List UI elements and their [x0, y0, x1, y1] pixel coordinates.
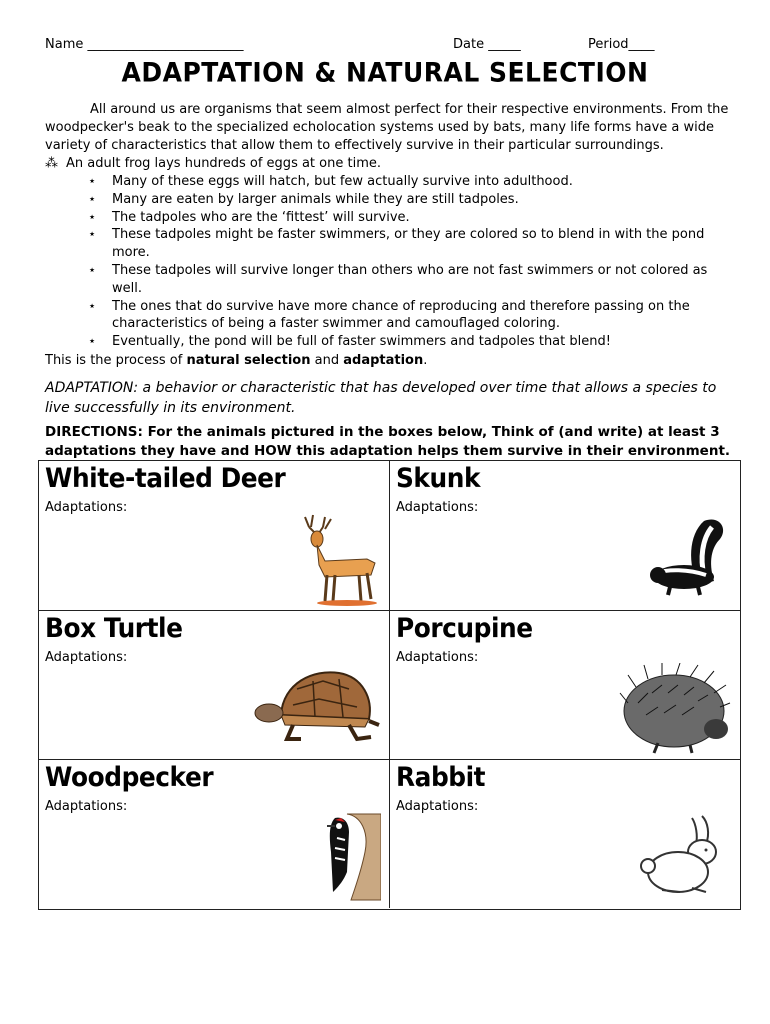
star-bullet: ⋆	[88, 209, 97, 225]
star-bullet: ⋆	[88, 334, 97, 350]
animal-box-rabbit	[390, 759, 741, 908]
animal-name: Skunk	[396, 463, 481, 494]
woodpecker-icon	[325, 812, 381, 902]
rabbit-icon	[640, 814, 730, 898]
page-title: ADAPTATION & NATURAL SELECTION	[121, 57, 649, 88]
adaptations-label: Adaptations:	[45, 500, 128, 515]
term-natural-selection: natural selection	[186, 353, 311, 368]
animal-name: Porcupine	[396, 613, 533, 644]
frog-example-line	[45, 155, 735, 173]
header-row	[45, 37, 735, 55]
name-field-label: Name ________________________	[45, 37, 244, 52]
adaptations-label: Adaptations:	[45, 799, 128, 814]
porcupine-icon	[618, 663, 732, 755]
list-item: ⋆ The tadpoles who are the ‘fittest’ will survive.	[88, 209, 410, 225]
list-item: ⋆ Many are eaten by larger animals while they are still tadpoles.	[88, 191, 519, 207]
star-bullet: ⋆	[88, 191, 97, 207]
date-field-label: Date _____	[453, 37, 521, 52]
definition-term: ADAPTATION:	[45, 380, 139, 396]
animal-box-porcupine	[390, 610, 741, 759]
animal-box-deer	[39, 461, 390, 610]
list-item: ⋆ These tadpoles might be faster swimmers, or they are colored so to blend in with the pond more.	[88, 227, 705, 261]
directions-text: DIRECTIONS: For the animals pictured in the boxes below, Think of (and write) at least 3 adaptations they have and HOW this adaptation helps them survive in their environment.	[45, 424, 731, 459]
process-summary: This is the process of natural selection and adaptation.	[45, 353, 428, 368]
animal-box-woodpecker	[39, 759, 390, 908]
animal-box-skunk	[390, 461, 741, 610]
adaptations-label: Adaptations:	[396, 799, 479, 814]
deer-icon	[295, 513, 385, 607]
asterism-bullet: ⁂	[45, 156, 58, 171]
intro-paragraph: All around us are organisms that seem almost perfect for their respective environments. From the woodpecker's beak to the specialized echolocation systems used by bats, many life forms have a wide variety of characteristics that allow them to effectively survive in their particular surroundings.	[45, 102, 729, 153]
adaptations-label: Adaptations:	[396, 500, 479, 515]
star-bullet: ⋆	[88, 298, 97, 314]
term-adaptation: adaptation	[343, 353, 424, 368]
animal-box-turtle	[39, 610, 390, 759]
list-item: ⋆ The ones that do survive have more chance of reproducing and therefore passing on the characteristics of being a faster swimmer and camouflaged coloring.	[88, 298, 690, 332]
skunk-icon	[648, 515, 728, 599]
animal-name: White-tailed Deer	[45, 463, 286, 494]
adaptations-label: Adaptations:	[45, 650, 128, 665]
star-bullet: ⋆	[88, 227, 97, 243]
animal-name: Woodpecker	[45, 762, 214, 793]
star-bullet: ⋆	[88, 262, 97, 278]
animal-grid	[38, 460, 741, 910]
definition-text: a behavior or characteristic that has developed over time that allows a species to live successfully in its environment.	[45, 380, 717, 416]
list-item: ⋆ Eventually, the pond will be full of faster swimmers and tadpoles that blend!	[88, 334, 611, 350]
frog-example-text: An adult frog lays hundreds of eggs at one time.	[66, 156, 381, 171]
adaptations-label: Adaptations:	[396, 650, 479, 665]
list-item: ⋆ Many of these eggs will hatch, but few actually survive into adulthood.	[88, 174, 573, 189]
animal-name: Rabbit	[396, 762, 486, 793]
selection-steps-list	[88, 173, 738, 351]
star-bullet: ⋆	[88, 174, 97, 189]
turtle-icon	[253, 663, 383, 745]
adaptation-definition	[45, 378, 735, 418]
animal-name: Box Turtle	[45, 613, 183, 644]
list-item: ⋆ These tadpoles will survive longer than others who are not fast swimmers or not colored as well.	[88, 262, 708, 296]
period-field-label: Period____	[588, 37, 655, 52]
